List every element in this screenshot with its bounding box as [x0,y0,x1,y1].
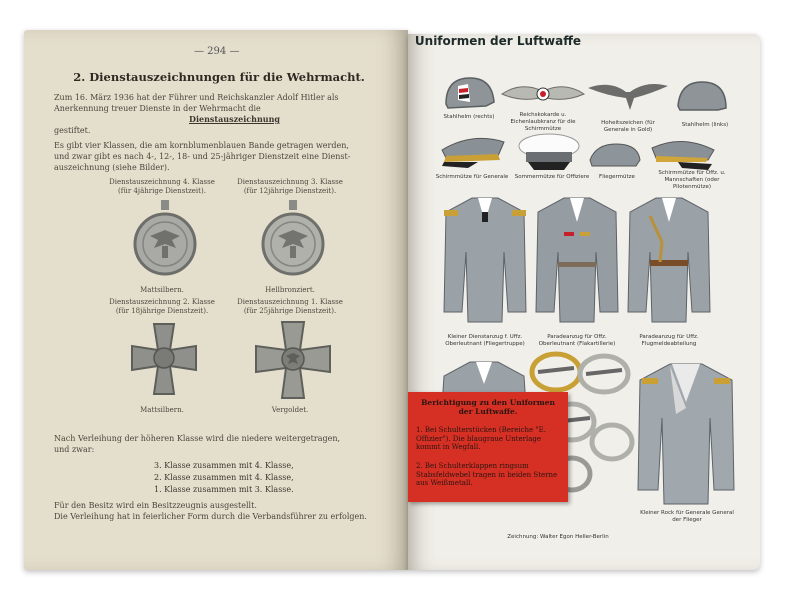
medal-metal-1: Vergoldet. [271,406,309,414]
drawing-credit: Zeichnung: Walter Egon Heller-Berlin [507,534,609,540]
general-coat-icon [636,358,736,508]
combo-1: 3. Klasse zusammen mit 4. Klasse, [154,461,294,470]
page-title: Uniformen der Luftwaffe [414,34,582,48]
right-page [408,34,760,570]
cross-medal-icon [124,322,204,402]
closing-line-1: Für den Besitz wird ein Besitzzeugnis ausgestellt. [54,501,257,510]
para2-line-2: und zwar gibt es nach 4-, 12-, 18- und 25-jähriger Dienstzeit eine Dienst- [54,152,351,161]
medal-caption-4: Dienstauszeichnung 4. Klasse (für 4jährige Dienstzeit). [109,178,215,195]
round-medal-icon [132,200,198,280]
uniform-tunic-icon [442,192,528,332]
medal-metal-2: Mattsilbern. [140,406,184,414]
uniform-caption-2: Paradeanzug für Offz. Oberleutnant (Flakartillerie) [538,334,616,347]
top-caption-3: Hoheitszeichen (für Generale in Gold) [601,120,655,133]
top-caption-2: Reichskokarde u. Eichenlaubkranz für die Schirmmütze [510,112,576,132]
medal-metal-3: Hellbronziert. [265,286,315,294]
uniform-tunic-icon [534,192,620,332]
page-heading: 2. Dienstauszeichnungen für die Wehrmacht. [73,70,365,84]
intro-line-2: Anerkennung treuer Dienste in der Wehrmacht die [54,104,261,113]
top-caption-1: Stahlhelm (rechts) [443,114,495,120]
left-page [24,30,408,570]
medal-caption-2: Dienstauszeichnung 2. Klasse (für 18jährige Dienstzeit). [109,298,215,315]
para2-line-1: Es gibt vier Klassen, die am kornblumenblauen Bande getragen werden, [54,141,349,150]
eagle-emblem-icon [586,76,670,116]
visor-cap-icon [648,134,718,170]
page-number: — 294 — [194,46,240,57]
summer-cap-icon [514,132,584,172]
cap-caption-3: Fliegermütze [599,174,635,180]
combo-2: 2. Klasse zusammen mit 4. Klasse, [154,473,294,482]
intro-bold: Dienstauszeichnung [189,114,280,124]
closing-line-2: Die Verleihung hat in feierlicher Form durch die Verbandsführer zu erfolgen. [54,512,367,521]
uniform-caption-3: Paradeanzug für Uffz. Flugmeldeabteilung [639,334,699,347]
cap-caption-4: Schirmmütze für Offz. u. Mannschaften (oder Pilotenmütze) [658,170,726,190]
para3-line-2: und zwar: [54,445,95,454]
intro-end: gestiftet. [54,126,91,135]
para2-line-3: auszeichnung (siehe Bilder). [54,163,170,172]
correction-title: Berichtigung zu den Uniformen der Luftwaffe. [421,398,555,416]
intro-line-1: Zum 16. März 1936 hat der Führer und Reichskanzler Adolf Hitler als [54,93,339,102]
uniform-tunic-icon [626,192,712,332]
correction-item-1: 1. Bei Schulterstücken (Bereiche "E. Offizier"). Die blaugraue Unterlage kommt in Wegfall. [416,426,546,451]
uniform-caption-4: Kleiner Rock für Generale General der Flieger [640,510,734,523]
top-caption-4: Stahlhelm (links) [681,122,729,128]
uniform-caption-1: Kleiner Dienstanzug f. Uffz. Oberleutnant (Fliegertruppe) [445,334,525,347]
correction-slip [408,392,568,502]
medal-caption-3: Dienstauszeichnung 3. Klasse (für 12jährige Dienstzeit). [237,178,343,195]
cap-caption-1: Schirmmütze für Generale [435,174,509,180]
eagle-cockade-icon [500,80,586,108]
cap-caption-2: Sommermütze für Offiziere [514,174,590,180]
para3-line-1: Nach Verleihung der höheren Klasse wird die niedere weitergetragen, [54,434,341,443]
field-cap-icon [586,140,644,170]
round-medal-icon [260,200,326,280]
medal-metal-4: Mattsilbern. [140,286,184,294]
cross-medal-icon [250,320,336,404]
combo-3: 1. Klasse zusammen mit 3. Klasse. [154,485,294,494]
helmet-icon [674,78,732,114]
visor-cap-icon [438,132,508,168]
helmet-icon [440,74,498,110]
correction-item-2: 2. Bei Schulterklappen ringsum Stabsfeldwebel tragen in beiden Sterne aus Weißmetall. [416,462,558,487]
medal-caption-1: Dienstauszeichnung 1. Klasse (für 25jährige Dienstzeit). [237,298,343,315]
